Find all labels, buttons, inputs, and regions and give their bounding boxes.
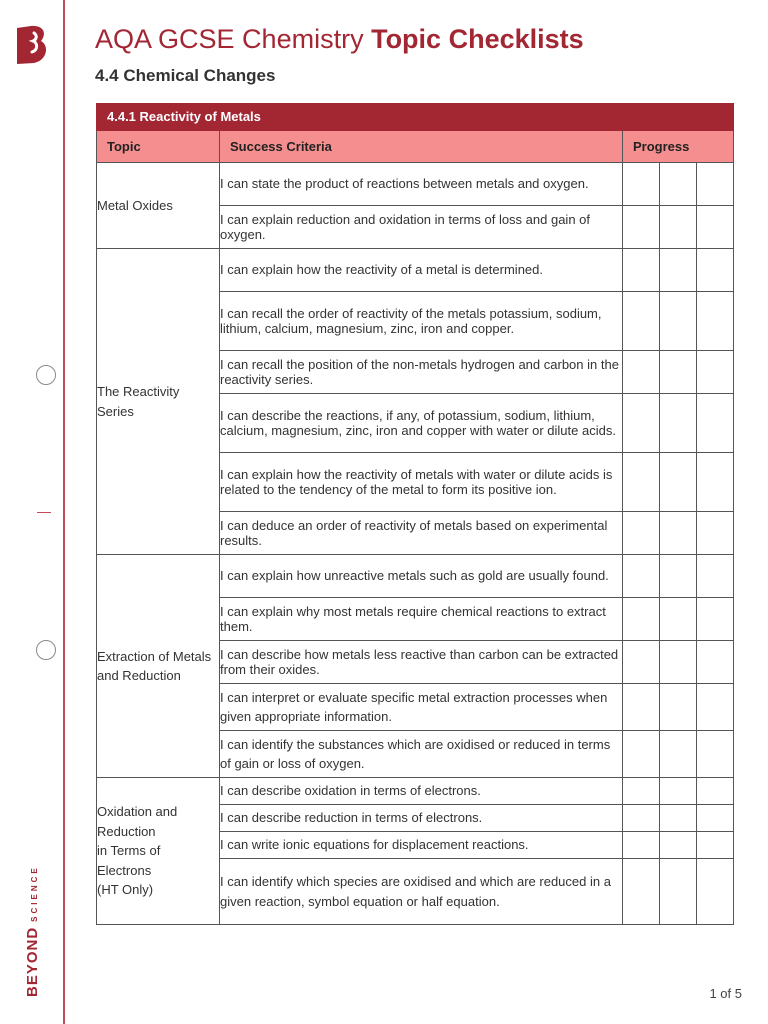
progress-box[interactable] xyxy=(697,163,734,206)
progress-box[interactable] xyxy=(623,163,660,206)
criterion-text: I can recall the order of reactivity of the metals potassium, sodium, lithium, calcium, magnesium, zinc, iron and copper. xyxy=(220,292,623,351)
criterion-text: I can identify which species are oxidised and which are reduced in a given reaction, symbol equation or half equation. xyxy=(220,859,623,925)
progress-box[interactable] xyxy=(623,555,660,598)
column-header-topic: Topic xyxy=(97,131,220,163)
criterion-text: I can recall the position of the non-metals hydrogen and carbon in the reactivity series. xyxy=(220,351,623,394)
progress-box[interactable] xyxy=(660,351,697,394)
criterion-text: I can explain how unreactive metals such as gold are usually found. xyxy=(220,555,623,598)
page-title xyxy=(95,24,584,55)
progress-box[interactable] xyxy=(623,206,660,249)
progress-box[interactable] xyxy=(660,832,697,859)
progress-box[interactable] xyxy=(697,555,734,598)
progress-box[interactable] xyxy=(660,206,697,249)
progress-box[interactable] xyxy=(623,249,660,292)
brand-wordmark xyxy=(24,865,42,997)
criterion-text: I can state the product of reactions between metals and oxygen. xyxy=(220,163,623,206)
progress-box[interactable] xyxy=(697,394,734,453)
progress-box[interactable] xyxy=(660,512,697,555)
progress-box[interactable] xyxy=(660,292,697,351)
progress-box[interactable] xyxy=(660,394,697,453)
checklist-table xyxy=(96,103,734,925)
progress-box[interactable] xyxy=(623,832,660,859)
progress-box[interactable] xyxy=(660,684,697,731)
brand-name-main: BEYOND xyxy=(24,926,41,997)
page-number: 1 of 5 xyxy=(709,986,742,1001)
progress-box[interactable] xyxy=(697,805,734,832)
progress-box[interactable] xyxy=(697,249,734,292)
brand-name-sub: SCIENCE xyxy=(30,865,39,922)
topic-line: in Terms of xyxy=(97,843,161,859)
column-header-progress: Progress xyxy=(623,131,734,163)
progress-box[interactable] xyxy=(623,292,660,351)
progress-box[interactable] xyxy=(697,512,734,555)
criterion-text: I can describe oxidation in terms of electrons. xyxy=(220,778,623,805)
progress-box[interactable] xyxy=(660,859,697,925)
table-row xyxy=(97,778,734,805)
progress-box[interactable] xyxy=(660,163,697,206)
progress-box[interactable] xyxy=(623,598,660,641)
beyond-b-logo-icon xyxy=(14,22,52,66)
progress-box[interactable] xyxy=(660,598,697,641)
progress-box[interactable] xyxy=(660,249,697,292)
progress-box[interactable] xyxy=(623,453,660,512)
progress-box[interactable] xyxy=(697,598,734,641)
progress-box[interactable] xyxy=(623,684,660,731)
topic-cell: Extraction of Metals and Reduction xyxy=(97,555,220,778)
progress-box[interactable] xyxy=(697,351,734,394)
topic-cell: The Reactivity Series xyxy=(97,249,220,555)
punch-hole xyxy=(36,365,56,385)
criterion-text: I can deduce an order of reactivity of metals based on experimental results. xyxy=(220,512,623,555)
progress-box[interactable] xyxy=(623,859,660,925)
punch-hole xyxy=(36,640,56,660)
section-subtitle: 4.4 Chemical Changes xyxy=(95,66,276,85)
criterion-text: I can explain how the reactivity of metals with water or dilute acids is related to the tendency of the metal to form its positive ion. xyxy=(220,453,623,512)
progress-box[interactable] xyxy=(697,453,734,512)
progress-box[interactable] xyxy=(623,731,660,778)
section-title: 4.4.1 Reactivity of Metals xyxy=(97,104,734,131)
table-row xyxy=(97,555,734,598)
criterion-text: I can explain reduction and oxidation in terms of loss and gain of oxygen. xyxy=(220,206,623,249)
topic-cell xyxy=(97,778,220,925)
table-row xyxy=(97,249,734,292)
progress-box[interactable] xyxy=(660,805,697,832)
criterion-text: I can identify the substances which are oxidised or reduced in terms of gain or loss of oxygen. xyxy=(220,731,623,778)
criterion-text: I can explain how the reactivity of a metal is determined. xyxy=(220,249,623,292)
progress-box[interactable] xyxy=(660,453,697,512)
progress-box[interactable] xyxy=(660,641,697,684)
progress-box[interactable] xyxy=(623,512,660,555)
topic-line: Electrons xyxy=(97,862,152,878)
progress-box[interactable] xyxy=(697,684,734,731)
criterion-text: I can describe the reactions, if any, of potassium, sodium, lithium, calcium, magnesium, zinc, iron and copper with water or dilute acids. xyxy=(220,394,623,453)
progress-box[interactable] xyxy=(697,641,734,684)
progress-box[interactable] xyxy=(660,731,697,778)
criterion-text: I can explain why most metals require chemical reactions to extract them. xyxy=(220,598,623,641)
table-row xyxy=(97,163,734,206)
progress-box[interactable] xyxy=(660,778,697,805)
criterion-text: I can describe reduction in terms of electrons. xyxy=(220,805,623,832)
criterion-text: I can describe how metals less reactive than carbon can be extracted from their oxides. xyxy=(220,641,623,684)
progress-box[interactable] xyxy=(623,351,660,394)
topic-cell: Metal Oxides xyxy=(97,163,220,249)
progress-box[interactable] xyxy=(697,292,734,351)
progress-box[interactable] xyxy=(623,641,660,684)
topic-line: Reduction xyxy=(97,823,156,839)
progress-box[interactable] xyxy=(697,731,734,778)
progress-box[interactable] xyxy=(697,859,734,925)
topic-line: (HT Only) xyxy=(97,882,154,898)
criterion-text: I can interpret or evaluate specific metal extraction processes when given appropriate information. xyxy=(220,684,623,731)
progress-box[interactable] xyxy=(623,394,660,453)
title-prefix: AQA GCSE Chemistry xyxy=(95,24,372,54)
progress-box[interactable] xyxy=(623,778,660,805)
topic-line: Oxidation and xyxy=(97,804,178,820)
column-header-criteria: Success Criteria xyxy=(220,131,623,163)
fold-mark xyxy=(37,512,51,513)
criterion-text: I can write ionic equations for displacement reactions. xyxy=(220,832,623,859)
progress-box[interactable] xyxy=(660,555,697,598)
margin-line xyxy=(63,0,65,1024)
progress-box[interactable] xyxy=(697,778,734,805)
progress-box[interactable] xyxy=(697,206,734,249)
column-header-row xyxy=(97,131,734,163)
progress-box[interactable] xyxy=(623,805,660,832)
section-header-row xyxy=(97,104,734,131)
title-strong: Topic Checklists xyxy=(371,24,584,54)
progress-box[interactable] xyxy=(697,832,734,859)
